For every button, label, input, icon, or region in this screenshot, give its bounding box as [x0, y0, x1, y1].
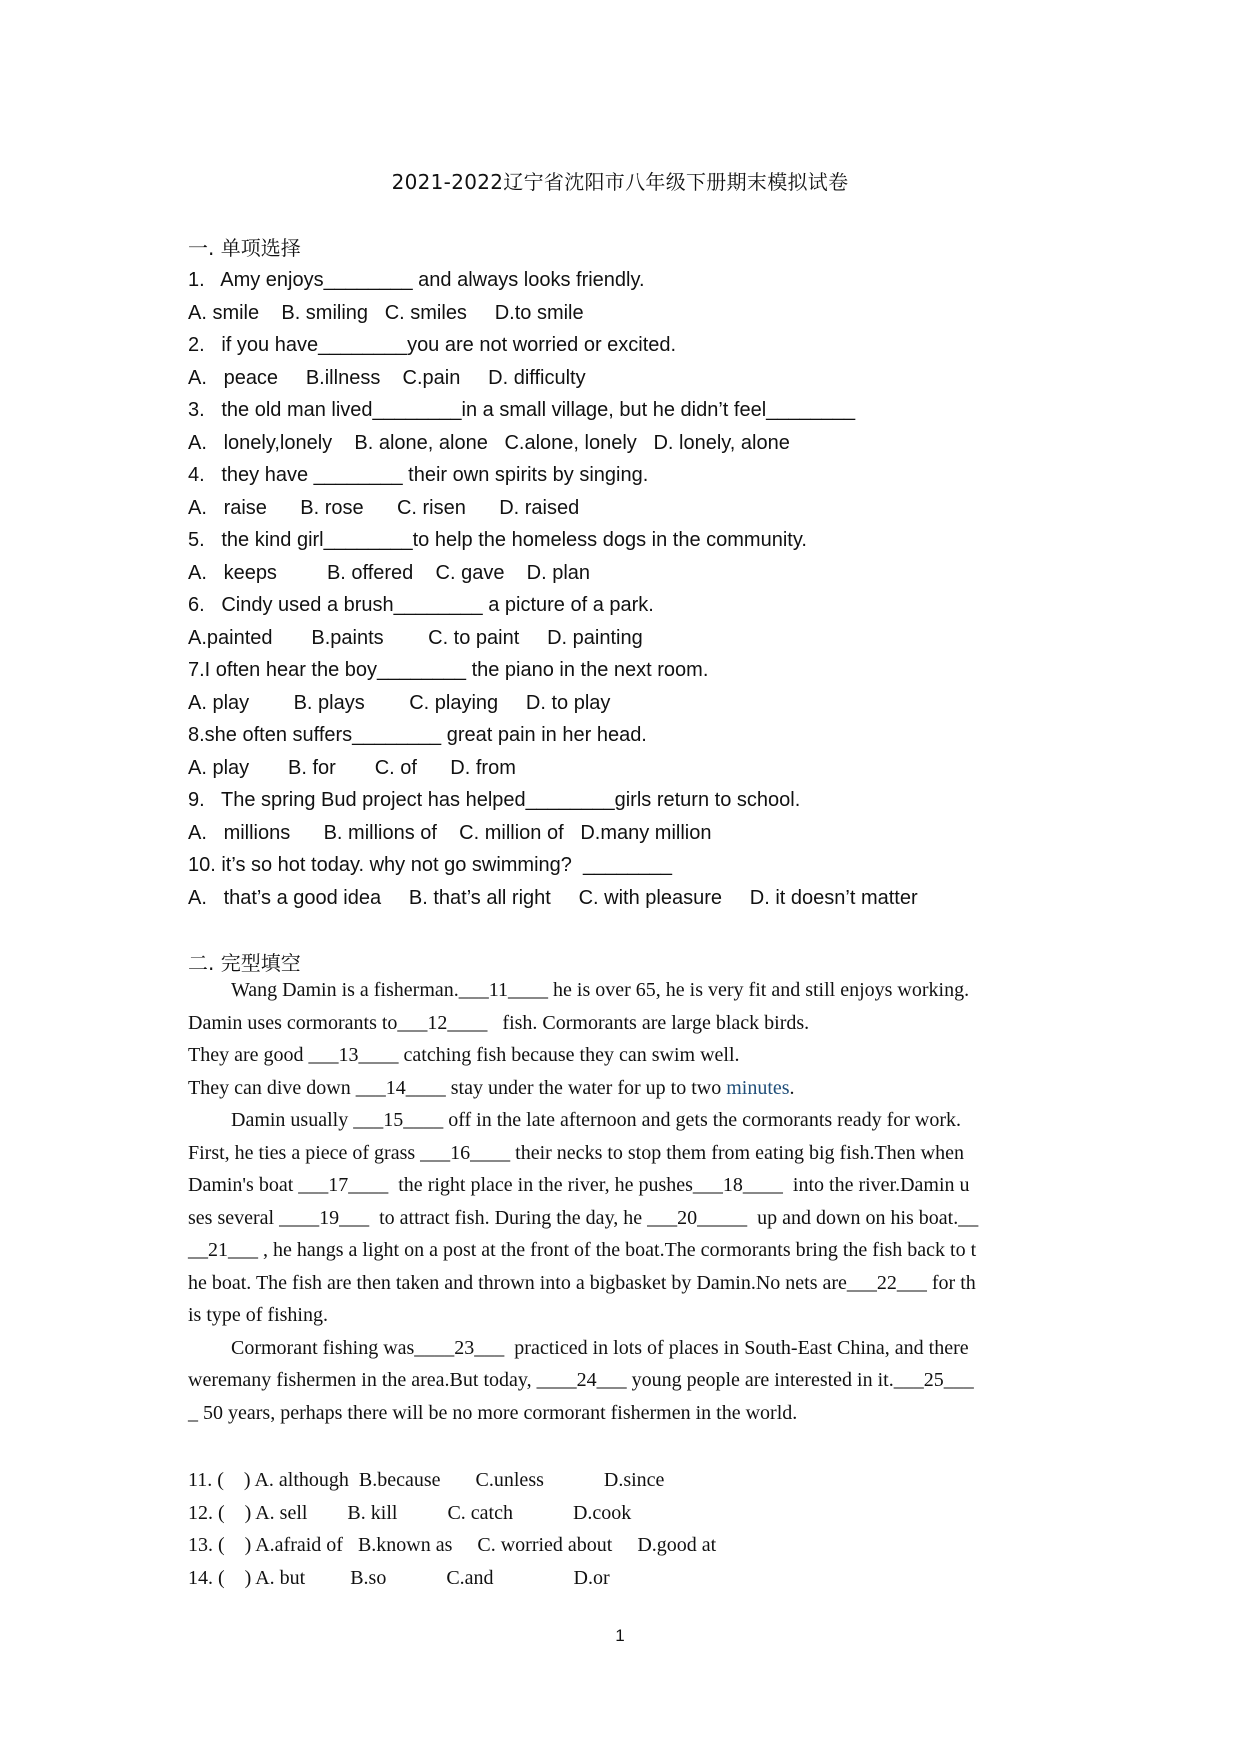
answer-option-12: 12. ( ) A. sell B. kill C. catch D.cook: [188, 1501, 632, 1524]
passage-line: Damin's boat ___17____ the right place in the river, he pushes___18____ into the river.Damin u: [188, 1174, 970, 1196]
answer-option-14: 14. ( ) A. but B.so C.and D.or: [188, 1566, 610, 1589]
passage-text: They can dive down ___14____ stay under the water for up to two: [188, 1076, 727, 1099]
question-7: 7.I often hear the boy________ the piano in the next room.: [188, 659, 709, 681]
passage-text: .: [789, 1076, 795, 1099]
options-5: A. keeps B. offered C. gave D. plan: [188, 561, 591, 584]
options-9: A. millions B. millions of C. million of D.many million: [188, 821, 712, 844]
question-4: 4. they have ________ their own spirits by singing.: [188, 464, 649, 486]
passage-line: weremany fishermen in the area.But today, ____24___ young people are interested in it.___25___: [188, 1369, 974, 1391]
options-6: A.painted B.paints C. to paint D. painting: [188, 626, 643, 649]
question-8: 8.she often suffers________ great pain in her head.: [188, 724, 647, 746]
answer-option-13: 13. ( ) A.afraid of B.known as C. worried about D.good at: [188, 1534, 717, 1556]
passage-line: is type of fishing.: [188, 1304, 328, 1326]
question-3: 3. the old man lived________in a small village, but he didn’t feel________: [188, 399, 856, 421]
passage-line: [188, 1072, 1058, 1105]
passage-line: Damin usually ___15____ off in the late afternoon and gets the cormorants ready for work.: [231, 1109, 961, 1131]
passage-line: ses several ____19___ to attract fish. During the day, he ___20_____ up and down on his boat.__: [188, 1206, 979, 1229]
page-title: 2021-2022辽宁省沈阳市八年级下册期末模拟试卷: [391, 170, 849, 194]
question-10: 10. it’s so hot today. why not go swimming? ________: [188, 854, 672, 876]
options-4: A. raise B. rose C. risen D. raised: [188, 496, 580, 519]
options-3: A. lonely,lonely B. alone, alone C.alone, lonely D. lonely, alone: [188, 431, 790, 454]
question-1: 1. Amy enjoys________ and always looks friendly.: [188, 269, 645, 291]
passage-line: First, he ties a piece of grass ___16____ their necks to stop them from eating big fish.Then when: [188, 1141, 964, 1164]
options-10: A. that’s a good idea B. that’s all right C. with pleasure D. it doesn’t matter: [188, 886, 918, 909]
page-number: 1: [615, 1626, 625, 1645]
section-1-header: 一. 单项选择: [188, 236, 301, 260]
passage-line: They are good ___13____ catching fish because they can swim well.: [188, 1044, 740, 1066]
cloze-passage: [188, 974, 1058, 1429]
options-7: A. play B. plays C. playing D. to play: [188, 691, 611, 714]
question-6: 6. Cindy used a brush________ a picture of a park.: [188, 594, 654, 616]
passage-line: __21___ , he hangs a light on a post at the front of the boat.The cormorants bring the fish back to t: [188, 1239, 977, 1261]
question-9: 9. The spring Bud project has helped________girls return to school.: [188, 789, 801, 811]
section-2-header: 二. 完型填空: [188, 951, 301, 975]
options-1: A. smile B. smiling C. smiles D.to smile: [188, 301, 584, 324]
multiple-choice-section: [188, 264, 1068, 914]
options-8: A. play B. for C. of D. from: [188, 756, 516, 779]
question-2: 2. if you have________you are not worried or excited.: [188, 334, 677, 356]
passage-line: Wang Damin is a fisherman.___11____ he is over 65, he is very fit and still enjoys working.: [231, 979, 970, 1001]
passage-line: he boat. The fish are then taken and thrown into a bigbasket by Damin.No nets are___22___ for th: [188, 1271, 976, 1294]
passage-line: Damin uses cormorants to___12____ fish. Cormorants are large black birds.: [188, 1011, 810, 1034]
answer-option-11: 11. ( ) A. although B.because C.unless D.since: [188, 1469, 665, 1491]
passage-line: Cormorant fishing was____23___ practiced in lots of places in South-East China, and there: [231, 1336, 969, 1359]
cloze-answer-options: [188, 1464, 988, 1594]
minutes-link[interactable]: minutes: [726, 1076, 790, 1099]
question-5: 5. the kind girl________to help the homeless dogs in the community.: [188, 529, 807, 551]
options-2: A. peace B.illness C.pain D. difficulty: [188, 366, 586, 389]
passage-line: _ 50 years, perhaps there will be no more cormorant fishermen in the world.: [188, 1401, 798, 1424]
